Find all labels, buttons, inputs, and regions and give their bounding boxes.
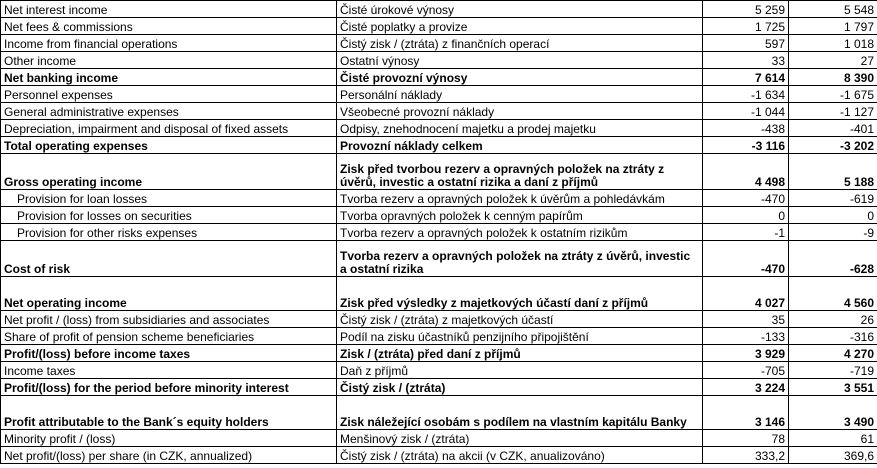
value-col-2: -619 xyxy=(789,190,877,207)
row-label-cz: Tvorba opravných položek k cenným papírům xyxy=(337,207,703,224)
row-label-en: Net interest income xyxy=(1,1,337,18)
row-label-cz: Čistý zisk / (ztráta) xyxy=(337,379,703,396)
value-col-1: 1 725 xyxy=(703,18,789,35)
row-label-cz: Menšinový zisk / (ztráta) xyxy=(337,430,703,447)
table-row xyxy=(1,241,877,277)
row-label-en: Net banking income xyxy=(1,69,337,86)
row-label-en: Share of profit of pension scheme beneficiaries xyxy=(1,328,337,345)
value-col-1: 33 xyxy=(703,52,789,69)
table-body xyxy=(1,1,877,464)
row-label-en: Cost of risk xyxy=(1,241,337,277)
table-row xyxy=(1,345,877,362)
value-col-2: -401 xyxy=(789,120,877,137)
table-row xyxy=(1,35,877,52)
value-col-1: -1 044 xyxy=(703,103,789,120)
row-label-en: Gross operating income xyxy=(1,154,337,190)
row-label-cz: Ostatní výnosy xyxy=(337,52,703,69)
value-col-1: 4 027 xyxy=(703,277,789,311)
table-row xyxy=(1,362,877,379)
row-label-cz: Čistý zisk / (ztráta) z majetkových účastí xyxy=(337,311,703,328)
value-col-1: 7 614 xyxy=(703,69,789,86)
value-col-1: -705 xyxy=(703,362,789,379)
value-col-2: 26 xyxy=(789,311,877,328)
value-col-1: 3 929 xyxy=(703,345,789,362)
row-label-cz: Čisté úrokové výnosy xyxy=(337,1,703,18)
value-col-2: -9 xyxy=(789,224,877,241)
row-label-en: Income taxes xyxy=(1,362,337,379)
row-label-en: Net operating income xyxy=(1,277,337,311)
table-row xyxy=(1,52,877,69)
table-row xyxy=(1,69,877,86)
row-label-en: Net fees & commissions xyxy=(1,18,337,35)
table-row xyxy=(1,207,877,224)
row-label-en: Net profit/(loss) per share (in CZK, annualized) xyxy=(1,447,337,464)
row-label-cz: Čistý zisk / (ztráta) na akcii (v CZK, anualizováno) xyxy=(337,447,703,464)
table-row xyxy=(1,224,877,241)
table-row xyxy=(1,18,877,35)
value-col-1: -1 xyxy=(703,224,789,241)
value-col-1: -438 xyxy=(703,120,789,137)
value-col-2: 3 551 xyxy=(789,379,877,396)
row-label-cz: Tvorba rezerv a opravných položek na ztráty z úvěrů, investic a ostatní rizika xyxy=(337,241,703,277)
value-col-1: 333,2 xyxy=(703,447,789,464)
row-label-en: Income from financial operations xyxy=(1,35,337,52)
row-label-cz: Daň z příjmů xyxy=(337,362,703,379)
value-col-1: 35 xyxy=(703,311,789,328)
value-col-2: -3 202 xyxy=(789,137,877,154)
row-label-en: Net profit / (loss) from subsidiaries and associates xyxy=(1,311,337,328)
table-row xyxy=(1,103,877,120)
row-label-cz: Zisk před výsledky z majetkových účastí daní z příjmů xyxy=(337,277,703,311)
value-col-1: 0 xyxy=(703,207,789,224)
value-col-2: -316 xyxy=(789,328,877,345)
value-col-2: 1 797 xyxy=(789,18,877,35)
table-row xyxy=(1,120,877,137)
value-col-1: 5 259 xyxy=(703,1,789,18)
value-col-1: 3 146 xyxy=(703,396,789,430)
row-label-cz: Zisk / (ztráta) před daní z příjmů xyxy=(337,345,703,362)
row-label-cz: Zisk náležející osobám s podílem na vlastním kapitálu Banky xyxy=(337,396,703,430)
row-label-en: Profit attributable to the Bank´s equity holders xyxy=(1,396,337,430)
row-label-en: Minority profit / (loss) xyxy=(1,430,337,447)
row-label-cz: Personální náklady xyxy=(337,86,703,103)
row-label-cz: Podíl na zisku účastníků penzijního připojištění xyxy=(337,328,703,345)
row-label-cz: Všeobecné provozní náklady xyxy=(337,103,703,120)
row-label-en: Provision for losses on securities xyxy=(1,207,337,224)
table-row xyxy=(1,311,877,328)
row-label-en: General administrative expenses xyxy=(1,103,337,120)
row-label-cz: Čisté poplatky a provize xyxy=(337,18,703,35)
row-label-en: Personnel expenses xyxy=(1,86,337,103)
row-label-en: Profit/(loss) before income taxes xyxy=(1,345,337,362)
value-col-1: -470 xyxy=(703,241,789,277)
value-col-1: -3 116 xyxy=(703,137,789,154)
value-col-2: 369,6 xyxy=(789,447,877,464)
value-col-1: -470 xyxy=(703,190,789,207)
value-col-2: 0 xyxy=(789,207,877,224)
value-col-1: -133 xyxy=(703,328,789,345)
value-col-1: -1 634 xyxy=(703,86,789,103)
table-row xyxy=(1,190,877,207)
value-col-1: 78 xyxy=(703,430,789,447)
table-row xyxy=(1,396,877,430)
row-label-en: Total operating expenses xyxy=(1,137,337,154)
value-col-1: 4 498 xyxy=(703,154,789,190)
row-label-en: Profit/(loss) for the period before minority interest xyxy=(1,379,337,396)
table-row xyxy=(1,328,877,345)
value-col-2: 4 560 xyxy=(789,277,877,311)
row-label-en: Provision for other risks expenses xyxy=(1,224,337,241)
value-col-2: 3 490 xyxy=(789,396,877,430)
value-col-2: -719 xyxy=(789,362,877,379)
value-col-2: 5 188 xyxy=(789,154,877,190)
row-label-cz: Čistý zisk / (ztráta) z finančních operací xyxy=(337,35,703,52)
row-label-en: Provision for loan losses xyxy=(1,190,337,207)
table-row xyxy=(1,1,877,18)
value-col-2: -1 675 xyxy=(789,86,877,103)
value-col-2: -628 xyxy=(789,241,877,277)
value-col-1: 3 224 xyxy=(703,379,789,396)
value-col-1: 597 xyxy=(703,35,789,52)
row-label-cz: Čisté provozní výnosy xyxy=(337,69,703,86)
table-row xyxy=(1,277,877,311)
value-col-2: 27 xyxy=(789,52,877,69)
table-row xyxy=(1,137,877,154)
table-row xyxy=(1,430,877,447)
row-label-cz: Zisk před tvorbou rezerv a opravných položek na ztráty z úvěrů, investic a ostatní rizika a daní z příjmů xyxy=(337,154,703,190)
row-label-en: Other income xyxy=(1,52,337,69)
row-label-cz: Odpisy, znehodnocení majetku a prodej majetku xyxy=(337,120,703,137)
row-label-en: Depreciation, impairment and disposal of fixed assets xyxy=(1,120,337,137)
row-label-cz: Provozní náklady celkem xyxy=(337,137,703,154)
row-label-cz: Tvorba rezerv a opravných položek k úvěrům a pohledávkám xyxy=(337,190,703,207)
value-col-2: 61 xyxy=(789,430,877,447)
table-row xyxy=(1,379,877,396)
value-col-2: 5 548 xyxy=(789,1,877,18)
value-col-2: 8 390 xyxy=(789,69,877,86)
value-col-2: 1 018 xyxy=(789,35,877,52)
table-row xyxy=(1,86,877,103)
table-row xyxy=(1,154,877,190)
table-row xyxy=(1,447,877,464)
value-col-2: -1 127 xyxy=(789,103,877,120)
value-col-2: 4 270 xyxy=(789,345,877,362)
row-label-cz: Tvorba rezerv a opravných položek k ostatním rizikům xyxy=(337,224,703,241)
